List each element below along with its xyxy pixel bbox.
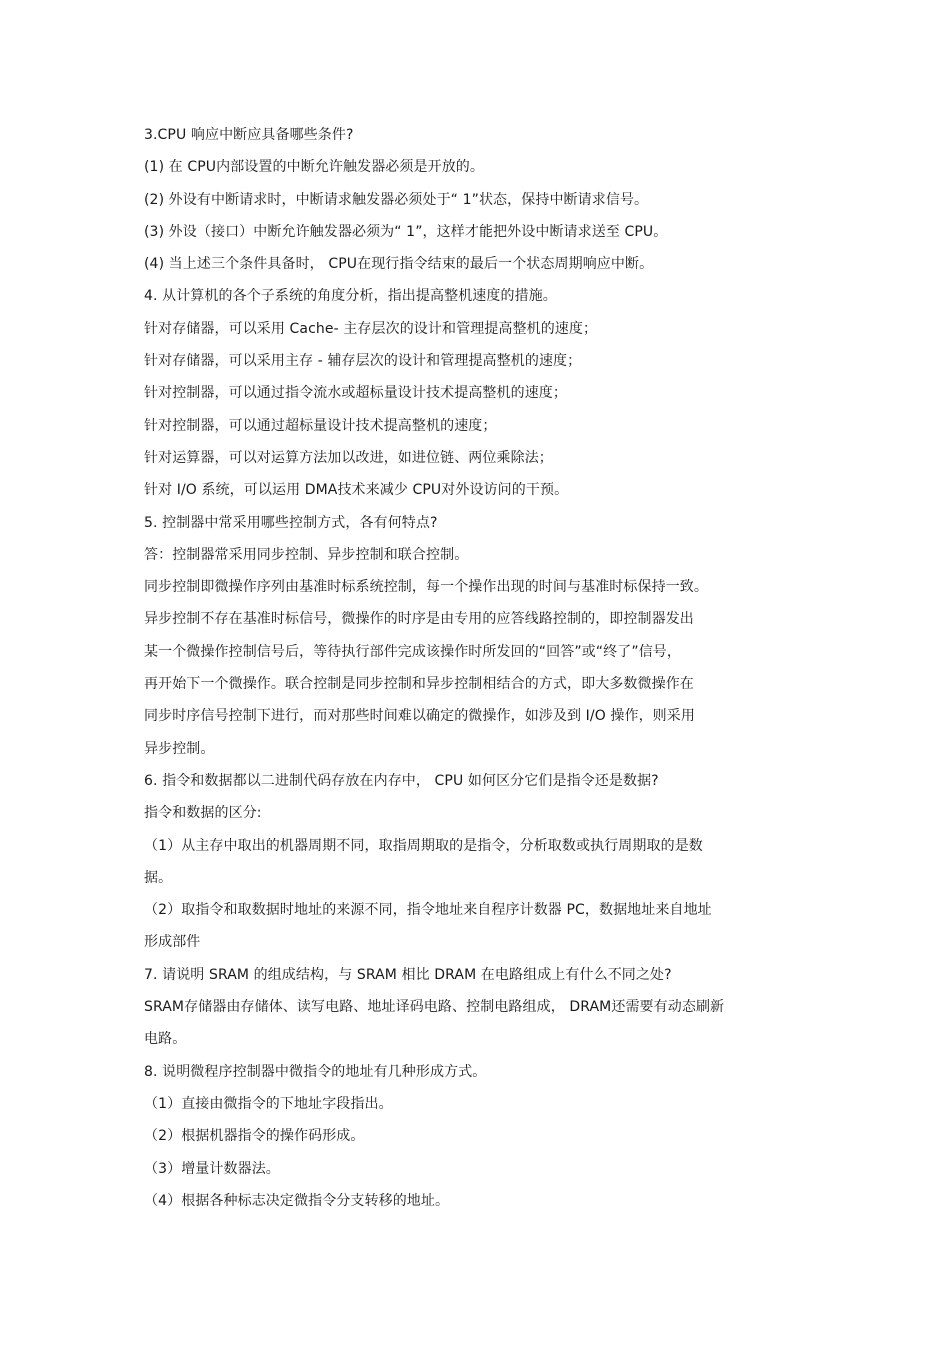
text-line: 6. 指令和数据都以二进制代码存放在内存中， CPU 如何区分它们是指令还是数据? [144,772,659,789]
text-line: 针对控制器，可以通过超标量设计技术提高整机的速度； [144,417,497,434]
document-body [144,124,804,1222]
text-line: 同步时序信号控制下进行，而对那些时间难以确定的微操作，如涉及到 I/O 操作，则采用 [144,708,695,725]
text-line: 答：控制器常采用同步控制、异步控制和联合控制。 [144,546,469,563]
text-line: （3）增量计数器法。 [144,1160,280,1177]
text-line: 再开始下一个微操作。联合控制是同步控制和异步控制相结合的方式，即大多数微操作在 [144,676,694,693]
text-line: 4. 从计算机的各个子系统的角度分析，指出提高整机速度的措施。 [144,288,557,305]
text-line: 异步控制。 [144,740,215,757]
text-line: 同步控制即微操作序列由基准时标系统控制，每一个操作出现的时间与基准时标保持一致。 [144,579,708,596]
text-line: 3.CPU 响应中断应具备哪些条件? [144,127,354,143]
text-line: 指令和数据的区分: [144,805,262,822]
text-line: （4）根据各种标志决定微指令分支转移的地址。 [144,1192,450,1209]
text-line: 针对存储器，可以采用 Cache- 主存层次的设计和管理提高整机的速度； [144,320,598,337]
text-line: 异步控制不存在基准时标信号，微操作的时序是由专用的应答线路控制的，即控制器发出 [144,611,694,628]
text-line: 形成部件 [144,934,201,951]
text-line: 针对控制器，可以通过指令流水或超标量设计技术提高整机的速度； [144,385,567,402]
text-line: 7. 请说明 SRAM 的组成结构，与 SRAM 相比 DRAM 在电路组成上有什么不同之处? [144,966,672,983]
text-line: （1）从主存中取出的机器周期不同，取指周期取的是指令，分析取数或执行周期取的是数 [144,837,703,854]
text-line: （1）直接由微指令的下地址字段指出。 [144,1095,393,1112]
text-line: 针对运算器，可以对运算方法加以改进，如进位链、两位乘除法； [144,449,553,466]
text-line: (4) 当上述三个条件具备时， CPU在现行指令结束的最后一个状态周期响应中断。 [144,256,654,273]
text-line: 5. 控制器中常采用哪些控制方式，各有何特点? [144,514,438,531]
text-line: 电路。 [144,1031,187,1048]
text-line: 针对 I/O 系统，可以运用 DMA技术来减少 CPU对外设访问的干预。 [144,482,569,499]
text-line: （2）取指令和取数据时地址的来源不同，指令地址来自程序计数器 PC，数据地址来自地址 [144,902,712,919]
text-line: 8. 说明微程序控制器中微指令的地址有几种形成方式。 [144,1063,487,1080]
text-line: 针对存储器，可以采用主存 - 辅存层次的设计和管理提高整机的速度； [144,353,582,370]
text-line: 据。 [144,869,173,886]
text-line: （2）根据机器指令的操作码形成。 [144,1128,365,1145]
text-line: 某一个微操作控制信号后，等待执行部件完成该操作时所发回的“回答”或“终了”信号， [144,643,682,660]
text-line: SRAM存储器由存储体、读写电路、地址译码电路、控制电路组成， DRAM还需要有动态刷新 [144,999,725,1016]
text-line: (1) 在 CPU内部设置的中断允许触发器必须是开放的。 [144,159,484,176]
text-line: (2) 外设有中断请求时，中断请求触发器必须处于“ 1”状态，保持中断请求信号。 [144,191,649,208]
text-line: (3) 外设（接口）中断允许触发器必须为“ 1”，这样才能把外设中断请求送至 CPU。 [144,223,668,240]
